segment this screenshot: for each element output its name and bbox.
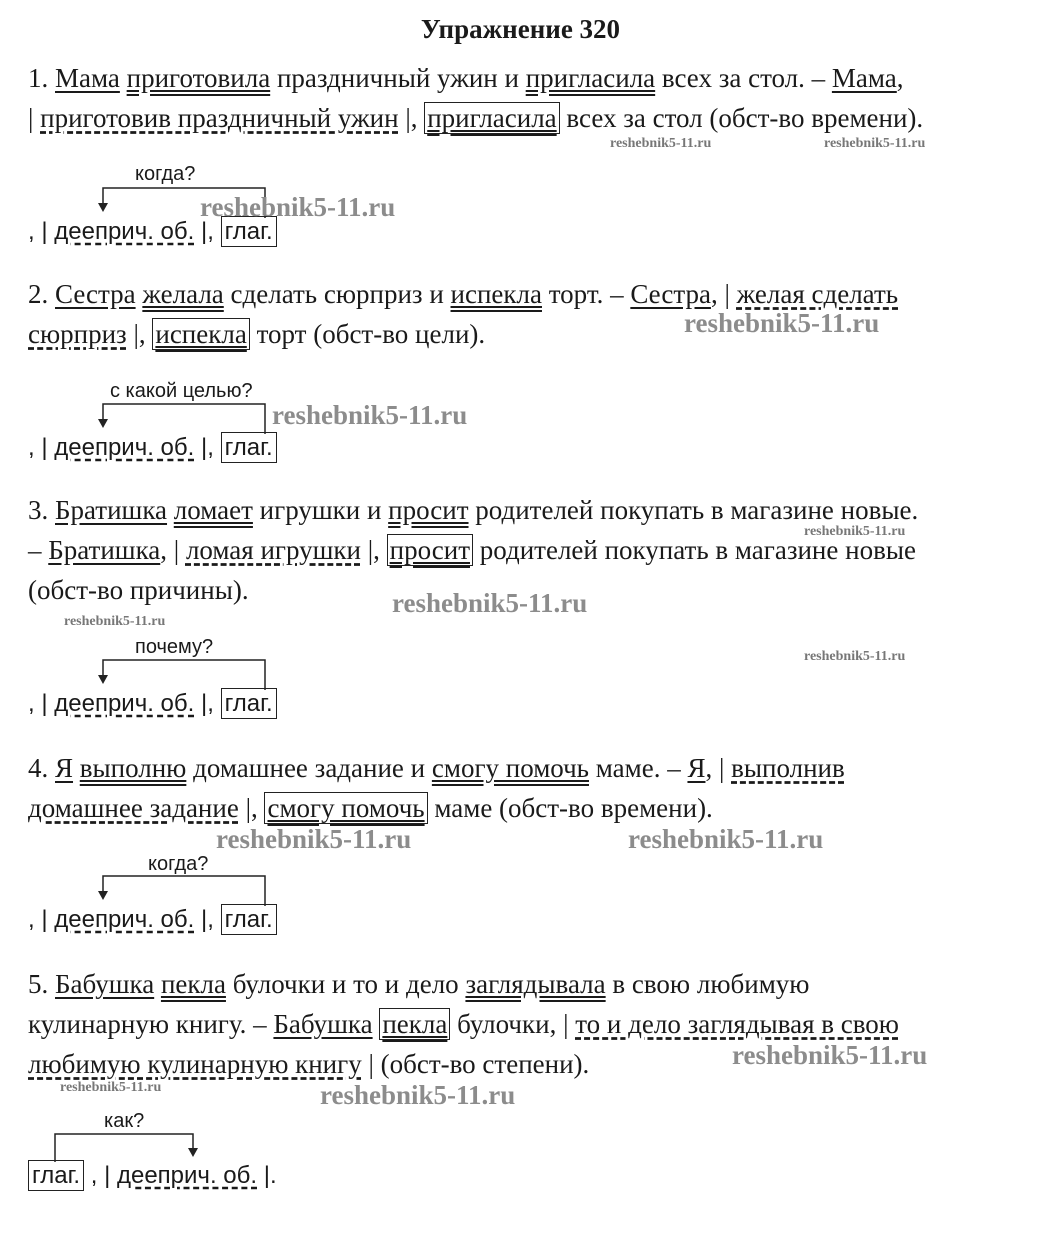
predicate: испекла [450, 279, 542, 309]
predicate-boxed: просит [387, 534, 473, 566]
exercise-1-line-1: 1. Мама приготовила праздничный ужин и пригласила всех за стол. – Мама, [28, 63, 904, 93]
exercise-2: 2. Сестра желала сделать сюрприз и испекла торт. – Сестра, | желая сделать сюрприз |, испекла торт (обст-во цели). [28, 279, 899, 349]
participle-phrase: выполнив [731, 753, 845, 783]
predicate: заглядывала [465, 969, 606, 999]
subject: Братишка [55, 495, 168, 525]
subject: Бабушка [273, 1009, 373, 1039]
watermark: reshebnik5-11.ru [824, 136, 926, 151]
watermark: reshebnik5-11.ru [392, 588, 588, 618]
subject: Бабушка [55, 969, 155, 999]
exercise-3: 3. Братишка ломает игрушки и просит родителей покупать в магазине новые. – Братишка, | ломая игрушки |, просит родителей покупать в магазине новые (обст-во причины). [28, 495, 919, 605]
participle-phrase: любимую кулинарную книгу [28, 1049, 362, 1079]
predicate-boxed: смогу помочь [264, 792, 427, 824]
participle-phrase: сюрприз [28, 319, 127, 349]
scheme-question: как? [104, 1110, 145, 1132]
exercise-1-line-2: | приготовив праздничный ужин |, пригласила всех за стол (обст-во времени). [28, 103, 924, 133]
predicate-boxed: пригласила [424, 102, 559, 134]
watermark: reshebnik5-11.ru [732, 1040, 928, 1070]
watermark: reshebnik5-11.ru [610, 136, 712, 151]
scheme-question: когда? [148, 853, 209, 875]
predicate: выполню [79, 753, 187, 783]
participle-phrase: то и дело заглядывая в свою [575, 1009, 899, 1039]
scheme-3: , | дееприч. об. |, глаг. [28, 690, 277, 718]
participle-phrase: ломая игрушки [185, 535, 361, 565]
scheme-question: с какой целью? [110, 380, 253, 402]
watermark: reshebnik5-11.ru [216, 824, 412, 854]
participle-phrase: приготовив праздничный ужин [40, 103, 399, 133]
predicate: пекла [160, 969, 226, 999]
watermark: reshebnik5-11.ru [804, 649, 906, 664]
scheme-question: почему? [135, 636, 214, 658]
scheme-2: , | дееприч. об. |, глаг. [28, 434, 277, 462]
participle-phrase: желая сделать [736, 279, 899, 309]
predicate: приготовила [126, 63, 271, 93]
watermark: reshebnik5-11.ru [684, 308, 880, 338]
watermark: reshebnik5-11.ru [804, 524, 906, 539]
subject: Сестра [55, 279, 136, 309]
subject: Братишка [48, 535, 161, 565]
subject: Сестра [630, 279, 711, 309]
scheme-4: , | дееприч. об. |, глаг. [28, 906, 277, 934]
page-title: Упражнение 320 [420, 14, 621, 44]
predicate: просит [388, 495, 469, 525]
predicate-boxed: пекла [379, 1008, 450, 1040]
subject: Я [55, 753, 74, 783]
watermark: reshebnik5-11.ru [64, 614, 166, 629]
watermark: reshebnik5-11.ru [628, 824, 824, 854]
predicate: пригласила [525, 63, 656, 93]
predicate: желала [142, 279, 224, 309]
subject: Мама [831, 63, 897, 93]
scheme-question: когда? [135, 163, 196, 185]
subject: Я [687, 753, 706, 783]
watermark: reshebnik5-11.ru [320, 1080, 516, 1110]
participle-phrase: домашнее задание [28, 793, 239, 823]
exercise-5: 5. Бабушка пекла булочки и то и дело заглядывала в свою любимую кулинарную книгу. – Бабушка пекла булочки, | то и дело заглядывая в свою любимую кулинарную книгу | (обст-во степени). [28, 969, 899, 1079]
predicate: ломает [173, 495, 253, 525]
predicate-boxed: испекла [152, 318, 249, 350]
scheme-5: глаг. , | дееприч. об. |. [28, 1162, 277, 1190]
watermark: reshebnik5-11.ru [272, 400, 468, 430]
subject: Мама [55, 63, 120, 93]
exercise-4: 4. Я выполню домашнее задание и смогу помочь маме. – Я, | выполнив домашнее задание |, смогу помочь маме (обст-во времени). [28, 753, 845, 823]
watermark: reshebnik5-11.ru [60, 1080, 162, 1095]
predicate: смогу помочь [431, 753, 589, 783]
watermark: reshebnik5-11.ru [200, 192, 396, 222]
scheme-1: , | дееприч. об. |, глаг. [28, 218, 277, 246]
